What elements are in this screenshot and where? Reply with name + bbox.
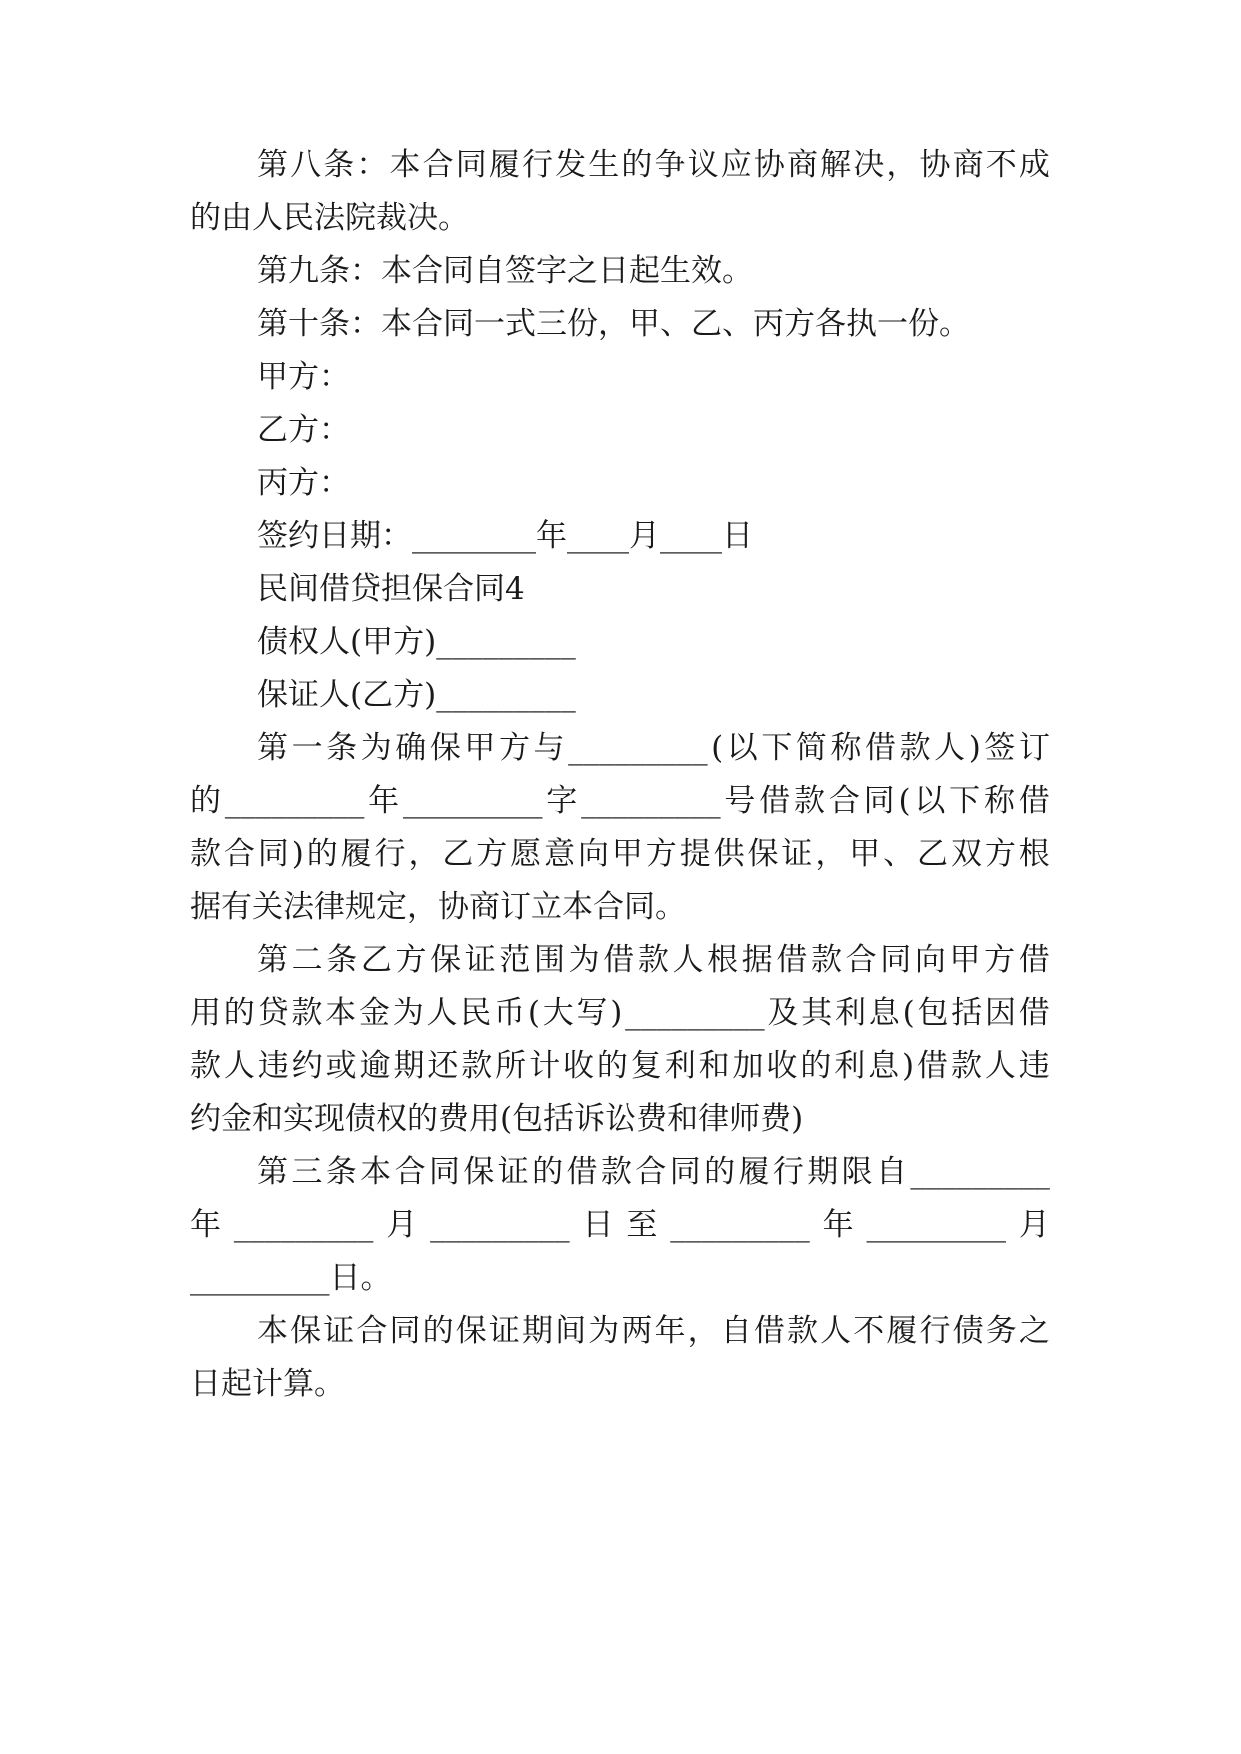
text-line: 本 保 证 合 同 的 保 证 期 间 为 两 年 ， 自 借 款 人 不 履 行 债 务 之 xyxy=(257,1313,1050,1349)
text-line: 甲方： xyxy=(257,359,350,395)
text-line: 第 三 条 本 合 同 保 证 的 借 款 合 同 的 履 行 期 限 自 _________ xyxy=(257,1154,1050,1190)
text-line: 的 _________ 年 _________ 字 _________ 号 借 款 合 同 ( 以 下 称 借 xyxy=(190,783,1050,819)
text-line: 约金和实现债权的费用(包括诉讼费和律师费) xyxy=(190,1101,804,1137)
text-line: 款 合 同 ) 的 履 行 ， 乙 方 愿 意 向 甲 方 提 供 保 证 ， 甲 、 乙 双 方 根 xyxy=(190,836,1050,872)
text-line: 债权人(甲方)_________ xyxy=(257,624,576,660)
text-line: 第 八 条 ： 本 合 同 履 行 发 生 的 争 议 应 协 商 解 决 ， 协 商 不 成 xyxy=(257,147,1050,183)
text-line: _________日。 xyxy=(190,1260,392,1296)
text-line: 日起计算。 xyxy=(190,1366,345,1402)
text-line: 用 的 贷 款 本 金 为 人 民 币 ( 大 写 ) _________ 及 其 利 息 ( 包 括 因 借 xyxy=(190,995,1050,1031)
text-line: 年 _________ 月 _________ 日 至 _________ 年 _________ 月 xyxy=(190,1207,1050,1243)
text-line: 据有关法律规定，协商订立本合同。 xyxy=(190,889,686,925)
text-line: 签约日期：________年____月____日 xyxy=(257,518,753,554)
text-line: 第九条：本合同自签字之日起生效。 xyxy=(257,253,753,289)
text-line: 的由人民法院裁决。 xyxy=(190,200,469,236)
text-line: 丙方： xyxy=(257,465,350,501)
text-line: 第 二 条 乙 方 保 证 范 围 为 借 款 人 根 据 借 款 合 同 向 甲 方 借 xyxy=(257,942,1050,978)
text-line: 第 一 条 为 确 保 甲 方 与 _________ ( 以 下 简 称 借 款 人 ) 签 订 xyxy=(257,730,1050,766)
section-title: 民间借贷担保合同4 xyxy=(257,571,525,607)
text-line: 第十条：本合同一式三份，甲、乙、丙方各执一份。 xyxy=(257,306,970,342)
text-line: 款 人 违 约 或 逾 期 还 款 所 计 收 的 复 利 和 加 收 的 利 息 ) 借 款 人 违 xyxy=(190,1048,1050,1084)
text-line: 乙方： xyxy=(257,412,350,448)
text-line: 保证人(乙方)_________ xyxy=(257,677,576,713)
